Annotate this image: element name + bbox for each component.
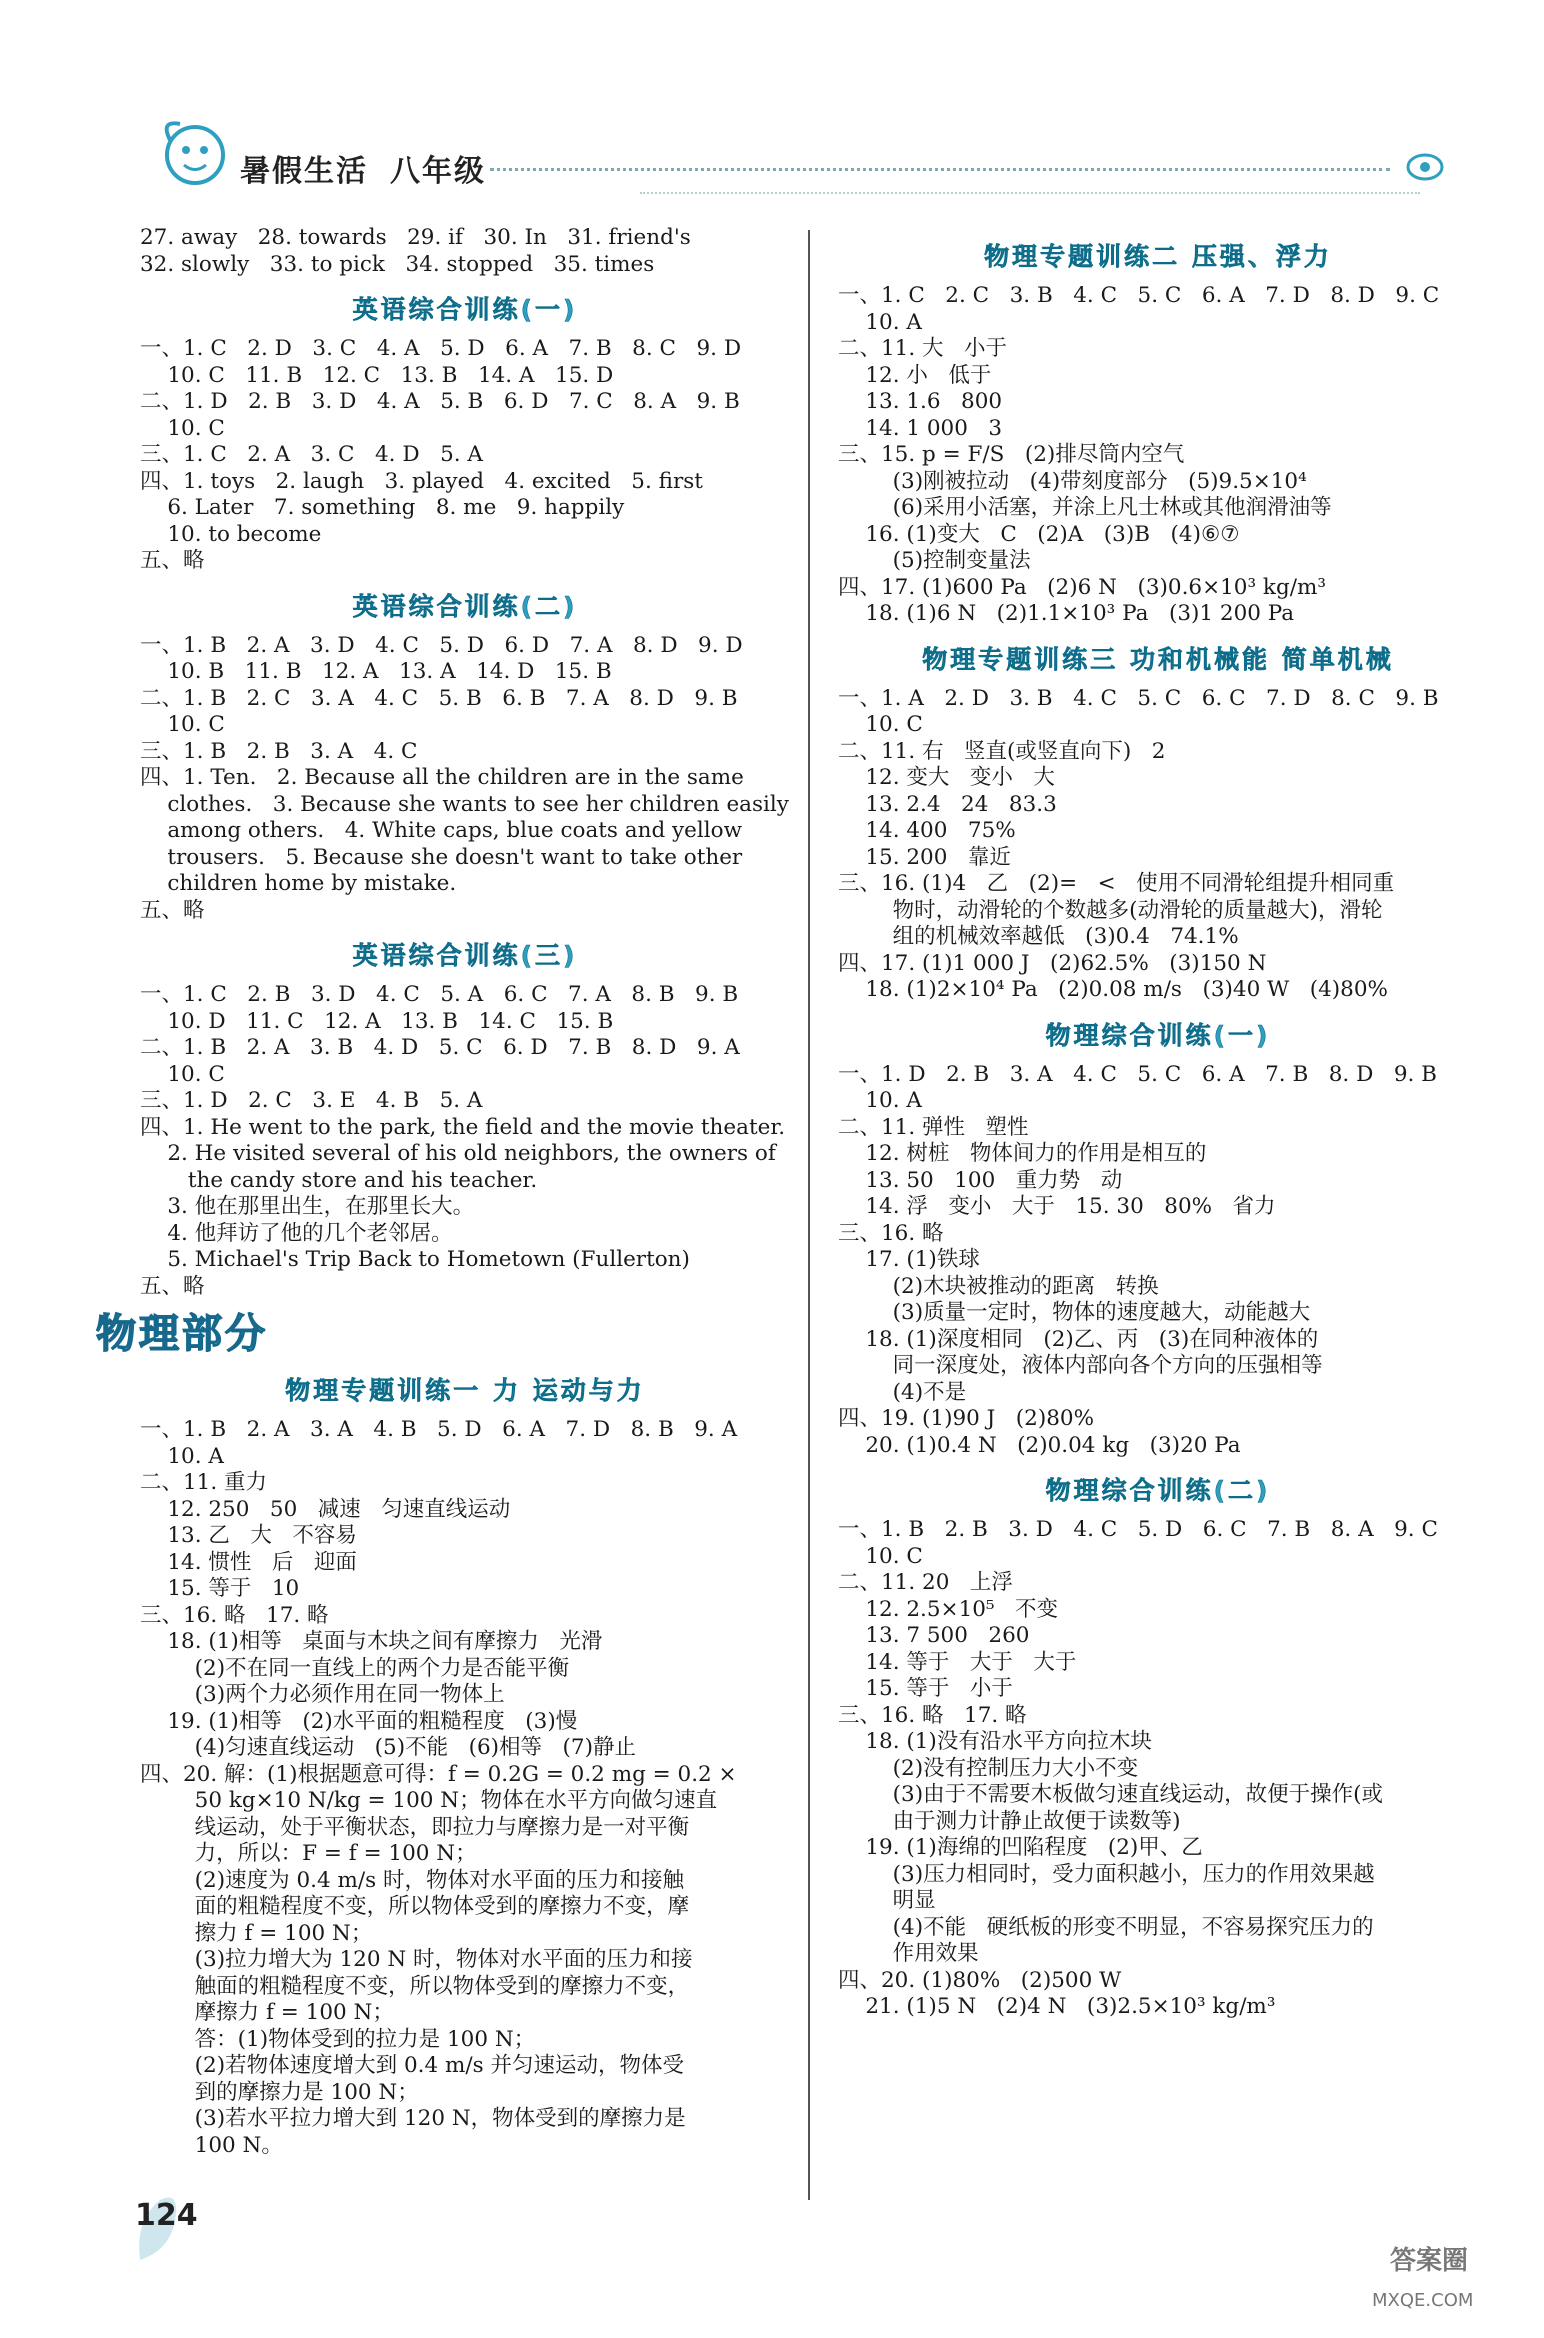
answer-line: 四、17. (1)600 Pa (2)6 N (3)0.6×10³ kg/m³ [838, 574, 1326, 600]
header-badge-icon [1405, 152, 1445, 182]
answer-line: trousers. 5. Because she doesn't want to take other [140, 844, 743, 870]
answer-line: 32. slowly 33. to pick 34. stopped 35. times [140, 251, 655, 277]
answer-line: 由于测力计静止故便于读数等) [838, 1808, 1181, 1834]
answer-line: (3)刚被拉动 (4)带刻度部分 (5)9.5×10⁴ [838, 468, 1307, 494]
answer-line: 到的摩擦力是 100 N； [140, 2079, 419, 2105]
answer-line: the candy store and his teacher. [140, 1167, 538, 1193]
answer-line: 物时，动滑轮的个数越多(动滑轮的质量越大)，滑轮 [838, 897, 1383, 923]
answer-line: (5)控制变量法 [838, 548, 1031, 573]
section-title: 物理专题训练三 功和机械能 简单机械 [922, 644, 1394, 674]
answer-line: 三、1. B 2. B 3. A 4. C [140, 738, 418, 764]
answer-line: 三、15. p = F/S (2)排尽筒内空气 [838, 442, 1185, 467]
answer-line: 四、20. 解：(1)根据题意可得：f = 0.2G = 0.2 mg = 0.2 × [140, 1761, 737, 1787]
answer-line: 10. A [140, 1443, 224, 1469]
answer-line: 10. B 11. B 12. A 13. A 14. D 15. B [140, 659, 612, 684]
answer-line: 21. (1)5 N (2)4 N (3)2.5×10³ kg/m³ [838, 1994, 1276, 2019]
answer-line: 15. 等于 10 [140, 1576, 300, 1601]
answer-line: 13. 7 500 260 [838, 1623, 1030, 1648]
answer-line: 27. away 28. towards 29. if 30. In 31. friend's [140, 225, 691, 250]
answer-line: 四、1. toys 2. laugh 3. played 4. excited 5. first [140, 468, 703, 494]
answer-line: 10. C [140, 1061, 225, 1087]
book-title: 暑假生活 [240, 154, 368, 189]
answer-line: 三、16. 略 [838, 1220, 944, 1246]
answer-line: 13. 1.6 800 [838, 389, 1003, 414]
answer-line: 答：(1)物体受到的拉力是 100 N； [140, 2026, 536, 2052]
answer-line: 明显 [838, 1888, 936, 1913]
section-title: 物理专题训练二 压强、浮力 [984, 242, 1332, 271]
answer-line: 18. (1)6 N (2)1.1×10³ Pa (3)1 200 Pa [838, 601, 1295, 626]
section-title: 物理专题训练一 力 运动与力 [285, 1376, 645, 1405]
answer-line: (2)若物体速度增大到 0.4 m/s 并匀速运动，物体受 [140, 2053, 684, 2078]
answer-line: 12. 250 50 减速 匀速直线运动 [140, 1496, 511, 1522]
header-divider-2 [640, 192, 1420, 194]
watermark-url: MXQE.COM [1372, 2290, 1474, 2311]
answer-line: 五、略 [140, 1273, 205, 1299]
section-title: 物理综合训练(二) [1045, 1476, 1271, 1505]
page-number: 124 [135, 2198, 198, 2233]
answer-line: 二、1. B 2. A 3. B 4. D 5. C 6. D 7. B 8. D 9. A [140, 1035, 740, 1060]
answer-line: 14. 1 000 3 [838, 415, 1003, 441]
answer-line: (3)压力相同时，受力面积越小，压力的作用效果越 [838, 1861, 1375, 1887]
answer-line: (2)不在同一直线上的两个力是否能平衡 [140, 1655, 570, 1681]
answer-line: 一、1. D 2. B 3. A 4. C 5. C 6. A 7. B 8. D 9. B [838, 1061, 1437, 1087]
answer-line: (3)若水平拉力增大到 120 N，物体受到的摩擦力是 [140, 2106, 686, 2131]
answer-line: 12. 小 低于 [838, 362, 992, 388]
answer-line: children home by mistake. [140, 871, 457, 896]
answer-line: (4)匀速直线运动 (5)不能 (6)相等 (7)静止 [140, 1735, 637, 1760]
answer-line: clothes. 3. Because she wants to see her children easily [140, 791, 789, 817]
answer-line: 18. (1)相等 桌面与木块之间有摩擦力 光滑 [140, 1629, 603, 1654]
answer-line: 10. to become [140, 521, 322, 547]
answer-line: 13. 2.4 24 83.3 [838, 791, 1057, 817]
answer-line: 19. (1)相等 (2)水平面的粗糙程度 (3)慢 [140, 1708, 578, 1734]
section-title: 英语综合训练(二) [352, 591, 578, 621]
answer-line: 三、1. C 2. A 3. C 4. D 5. A [140, 442, 483, 467]
answer-line: (4)不是 [838, 1379, 967, 1405]
answer-line: 作用效果 [838, 1941, 979, 1966]
answer-line: (3)由于不需要木板做匀速直线运动，故便于操作(或 [838, 1782, 1384, 1807]
answer-line: 四、1. Ten. 2. Because all the children are in the same [140, 765, 744, 790]
answer-line: 一、1. C 2. D 3. C 4. A 5. D 6. A 7. B 8. C 9. D [140, 336, 742, 361]
answer-line: 14. 400 75% [838, 818, 1016, 843]
answer-line: 四、1. He went to the park, the field and the movie theater. [140, 1114, 786, 1140]
answer-line: (3)两个力必须作用在同一物体上 [140, 1682, 505, 1707]
answer-line: 一、1. B 2. A 3. A 4. B 5. D 6. A 7. D 8. B 9. A [140, 1417, 738, 1442]
right-column [838, 225, 1478, 2021]
answer-line: 二、1. D 2. B 3. D 4. A 5. B 6. D 7. C 8. A 9. B [140, 389, 740, 414]
answer-line: 4. 他拜访了他的几个老邻居。 [140, 1220, 453, 1246]
answer-line: 14. 等于 大于 大于 [838, 1649, 1077, 1675]
answer-line: 三、16. 略 17. 略 [838, 1702, 1027, 1728]
answer-line: 三、16. 略 17. 略 [140, 1602, 329, 1628]
answer-line: 3. 他在那里出生，在那里长大。 [140, 1194, 475, 1219]
answer-line: 四、17. (1)1 000 J (2)62.5% (3)150 N [838, 950, 1267, 976]
answer-line: 10. A [838, 1088, 922, 1113]
answer-line: 力，所以：F = f = 100 N； [140, 1841, 477, 1866]
answer-line: 12. 树桩 物体间力的作用是相互的 [838, 1141, 1207, 1166]
section-title: 物理综合训练(一) [1045, 1020, 1271, 1050]
answer-line: 6. Later 7. something 8. me 9. happily [140, 495, 625, 520]
answer-line: 二、11. 大 小于 [838, 336, 1008, 361]
answer-line: 一、1. C 2. B 3. D 4. C 5. A 6. C 7. A 8. B 9. B [140, 982, 739, 1007]
left-column [96, 225, 790, 2159]
column-divider [808, 230, 810, 2200]
answer-line: 一、1. A 2. D 3. B 4. C 5. C 6. C 7. D 8. C 9. B [838, 685, 1439, 711]
answer-line: among others. 4. White caps, blue coats and yellow [140, 818, 743, 843]
part-heading: 物理部分 [96, 1311, 268, 1357]
answer-line: 15. 等于 小于 [838, 1676, 1013, 1701]
answer-line: (2)速度为 0.4 m/s 时，物体对水平面的压力和接触 [140, 1867, 684, 1893]
grade-label: 八年级 [390, 154, 486, 189]
answer-line: 10. C [140, 712, 225, 737]
answer-line: 三、1. D 2. C 3. E 4. B 5. A [140, 1088, 483, 1113]
answer-line: 擦力 f = 100 N； [140, 1920, 373, 1946]
watermark-text: 答案圈 [1390, 2246, 1469, 2276]
answer-line: 100 N。 [140, 2132, 283, 2158]
answer-line: 10. D 11. C 12. A 13. B 14. C 15. B [140, 1008, 614, 1034]
answer-line: 20. (1)0.4 N (2)0.04 kg (3)20 Pa [838, 1432, 1241, 1458]
answer-line: 四、20. (1)80% (2)500 W [838, 1967, 1122, 1993]
answer-line: 18. (1)没有沿水平方向拉木块 [838, 1729, 1152, 1754]
answer-line: 18. (1)深度相同 (2)乙、丙 (3)在同种液体的 [838, 1326, 1319, 1352]
answer-line: 一、1. B 2. B 3. D 4. C 5. D 6. C 7. B 8. A 9. C [838, 1517, 1438, 1542]
section-title: 英语综合训练(三) [352, 941, 578, 970]
answer-line: 线运动，处于平衡状态，即拉力与摩擦力是一对平衡 [140, 1814, 690, 1840]
answer-line: 一、1. B 2. A 3. D 4. C 5. D 6. D 7. A 8. D 9. D [140, 632, 743, 658]
answer-line: 10. A [838, 309, 922, 335]
answer-line: (6)采用小活塞，并涂上凡士林或其他润滑油等 [838, 495, 1332, 520]
answer-line: 10. C [140, 415, 225, 441]
answer-line: (3)质量一定时，物体的速度越大，动能越大 [838, 1300, 1311, 1325]
answer-line: 三、16. (1)4 乙 (2)= < 使用不同滑轮组提升相同重 [838, 871, 1395, 896]
answer-line: 10. C [838, 1543, 923, 1569]
answer-line: 13. 乙 大 不容易 [140, 1523, 357, 1548]
answer-line: 触面的粗糙程度不变，所以物体受到的摩擦力不变， [140, 1973, 690, 1999]
answer-line: 12. 2.5×10⁵ 不变 [838, 1596, 1059, 1622]
answer-line: 二、1. B 2. C 3. A 4. C 5. B 6. B 7. A 8. D 9. B [140, 685, 738, 711]
answer-line: 一、1. C 2. C 3. B 4. C 5. C 6. A 7. D 8. D 9. C [838, 283, 1440, 308]
answer-line: 13. 50 100 重力势 动 [838, 1167, 1123, 1193]
section-title: 英语综合训练(一) [352, 295, 578, 324]
answer-line: 面的粗糙程度不变，所以物体受到的摩擦力不变，摩 [140, 1894, 690, 1919]
answer-line: 四、19. (1)90 J (2)80% [838, 1406, 1095, 1431]
answer-line: 组的机械效率越低 (3)0.4 74.1% [838, 924, 1239, 949]
answer-line: (2)没有控制压力大小不变 [838, 1755, 1139, 1781]
answer-line: 15. 200 靠近 [838, 844, 1011, 870]
header-divider [490, 168, 1390, 171]
answer-line: (2)木块被推动的距离 转换 [838, 1273, 1159, 1299]
answer-line: 五、略 [140, 897, 205, 923]
answer-line: 同一深度处，液体内部向各个方向的压强相等 [838, 1353, 1323, 1378]
answer-line: 二、11. 20 上浮 [838, 1570, 1013, 1595]
answer-line: 17. (1)铁球 [838, 1247, 980, 1272]
answer-line: 10. C 11. B 12. C 13. B 14. A 15. D [140, 362, 614, 388]
answer-line: 16. (1)变大 C (2)A (3)B (4)⑥⑦ [838, 521, 1240, 547]
cartoon-logo-icon [150, 110, 250, 200]
answer-line: 14. 惯性 后 迎面 [140, 1549, 357, 1575]
answer-line: 二、11. 右 竖直(或竖直向下) 2 [838, 738, 1166, 764]
answer-line: 五、略 [140, 548, 205, 573]
answer-line: 14. 浮 变小 大于 15. 30 80% 省力 [838, 1194, 1276, 1219]
answer-line: 2. He visited several of his old neighbors, the owners of [140, 1141, 776, 1166]
answer-line: 二、11. 重力 [140, 1470, 268, 1495]
answer-line: (3)拉力增大为 120 N 时，物体对水平面的压力和接 [140, 1947, 693, 1972]
answer-line: 19. (1)海绵的凹陷程度 (2)甲、乙 [838, 1835, 1203, 1860]
answer-line: 18. (1)2×10⁴ Pa (2)0.08 m/s (3)40 W (4)80% [838, 977, 1388, 1002]
answer-line: 12. 变大 变小 大 [838, 765, 1055, 790]
answer-line: 10. C [838, 712, 923, 737]
answer-line: 5. Michael's Trip Back to Hometown (Fullerton) [140, 1247, 690, 1272]
answer-line: 二、11. 弹性 塑性 [838, 1114, 1029, 1140]
answer-line: 50 kg×10 N/kg = 100 N；物体在水平方向做匀速直 [140, 1788, 718, 1813]
answer-line: (4)不能 硬纸板的形变不明显，不容易探究压力的 [838, 1914, 1374, 1940]
answer-line: 摩擦力 f = 100 N； [140, 2000, 394, 2025]
